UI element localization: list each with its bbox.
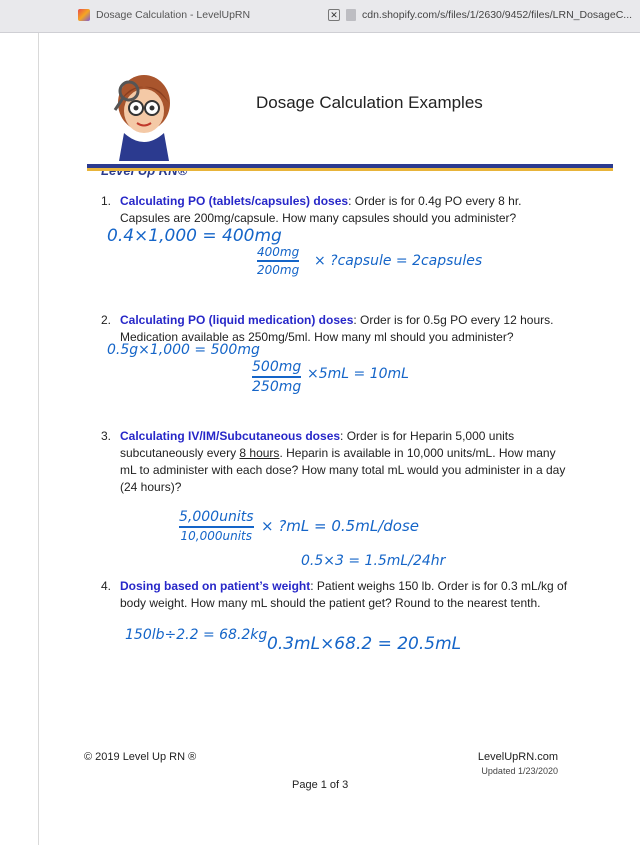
fraction-numerator: 5,000units [179,509,254,525]
item-heading: Calculating PO (tablets/capsules) doses [120,194,349,208]
level-up-rn-logo [99,63,189,178]
browser-tab[interactable] [78,9,250,21]
fraction-bar [252,376,301,378]
handwritten-work: ×5mL = 10mL [307,366,409,382]
document-icon [346,9,356,21]
fraction-denominator: 10,000units [180,528,252,543]
handwritten-work: 0.5×3 = 1.5mL/24hr [301,553,446,569]
fraction-bar [179,526,254,528]
fraction-numerator: 500mg [252,359,302,375]
fraction-denominator: 200mg [257,262,300,277]
item-text-underlined: 8 hours [239,446,280,460]
handwritten-work: × ?mL = 0.5mL/dose [261,517,419,535]
item-text: : Order is for 0.4g PO every 8 hr. Capsules are 200mg/capsule. How many capsules should you administer? [120,194,522,225]
fraction-numerator: 400mg [257,245,300,259]
handwritten-work: 0.3mL×68.2 = 20.5mL [267,634,462,654]
url-text: cdn.shopify.com/s/files/1/2630/9452/files/LRN_DosageC... [362,9,633,21]
item-number: 2. [101,313,112,327]
item-text: : Order is for Heparin 5,000 units subcutaneously every [120,429,515,460]
header-rule-gold [87,168,613,171]
handwritten-work: × ?capsule = 2capsules [314,253,483,269]
handwritten-work: 0.5g×1,000 = 500mg [107,342,260,358]
document-title: Dosage Calculation Examples [256,93,483,112]
item-heading: Calculating IV/IM/Subcutaneous doses [120,429,341,443]
levelup-favicon-icon [78,9,90,21]
item-text: . Heparin is available in 10,000 units/mL. How many mL to administer with each dose? How many total mL would you administer in a day (24 hours)? [120,446,566,494]
page-number: Page 1 of 3 [292,779,349,791]
browser-tab-bar [0,0,640,33]
url-bar[interactable] [328,9,640,21]
item-heading: Calculating PO (liquid medication) doses [120,313,354,327]
item-number: 1. [101,194,112,208]
handwritten-work: 0.4×1,000 = 400mg [107,226,282,246]
item-number: 3. [101,429,112,443]
footer-updated: Updated 1/23/2020 [481,766,558,776]
footer-copyright: © 2019 Level Up RN ® [84,751,197,763]
example-3 [101,428,571,496]
item-text: : Patient weighs 150 lb. Order is for 0.3 mL/kg of body weight. How many mL should the patient get? Round to the nearest tenth. [120,579,568,610]
item-text: : Order is for 0.5g PO every 12 hours. Medication available as 250mg/5ml. How many ml should you administer? [120,313,554,344]
example-4 [101,578,571,612]
item-number: 4. [101,579,112,593]
handwritten-work: 150lb÷2.2 = 68.2kg [125,627,268,643]
handwritten-fraction [257,245,299,277]
handwritten-fraction [252,359,301,395]
fraction-bar [257,260,299,262]
close-icon[interactable]: ✕ [328,9,340,21]
footer-site: LevelUpRN.com [477,751,558,763]
pdf-page [38,33,638,845]
tab-title: Dosage Calculation - LevelUpRN [96,9,251,21]
example-2 [101,312,571,346]
example-1 [101,193,571,227]
handwritten-fraction [179,509,254,543]
item-heading: Dosing based on patient’s weight [120,579,311,593]
fraction-denominator: 250mg [252,378,302,395]
